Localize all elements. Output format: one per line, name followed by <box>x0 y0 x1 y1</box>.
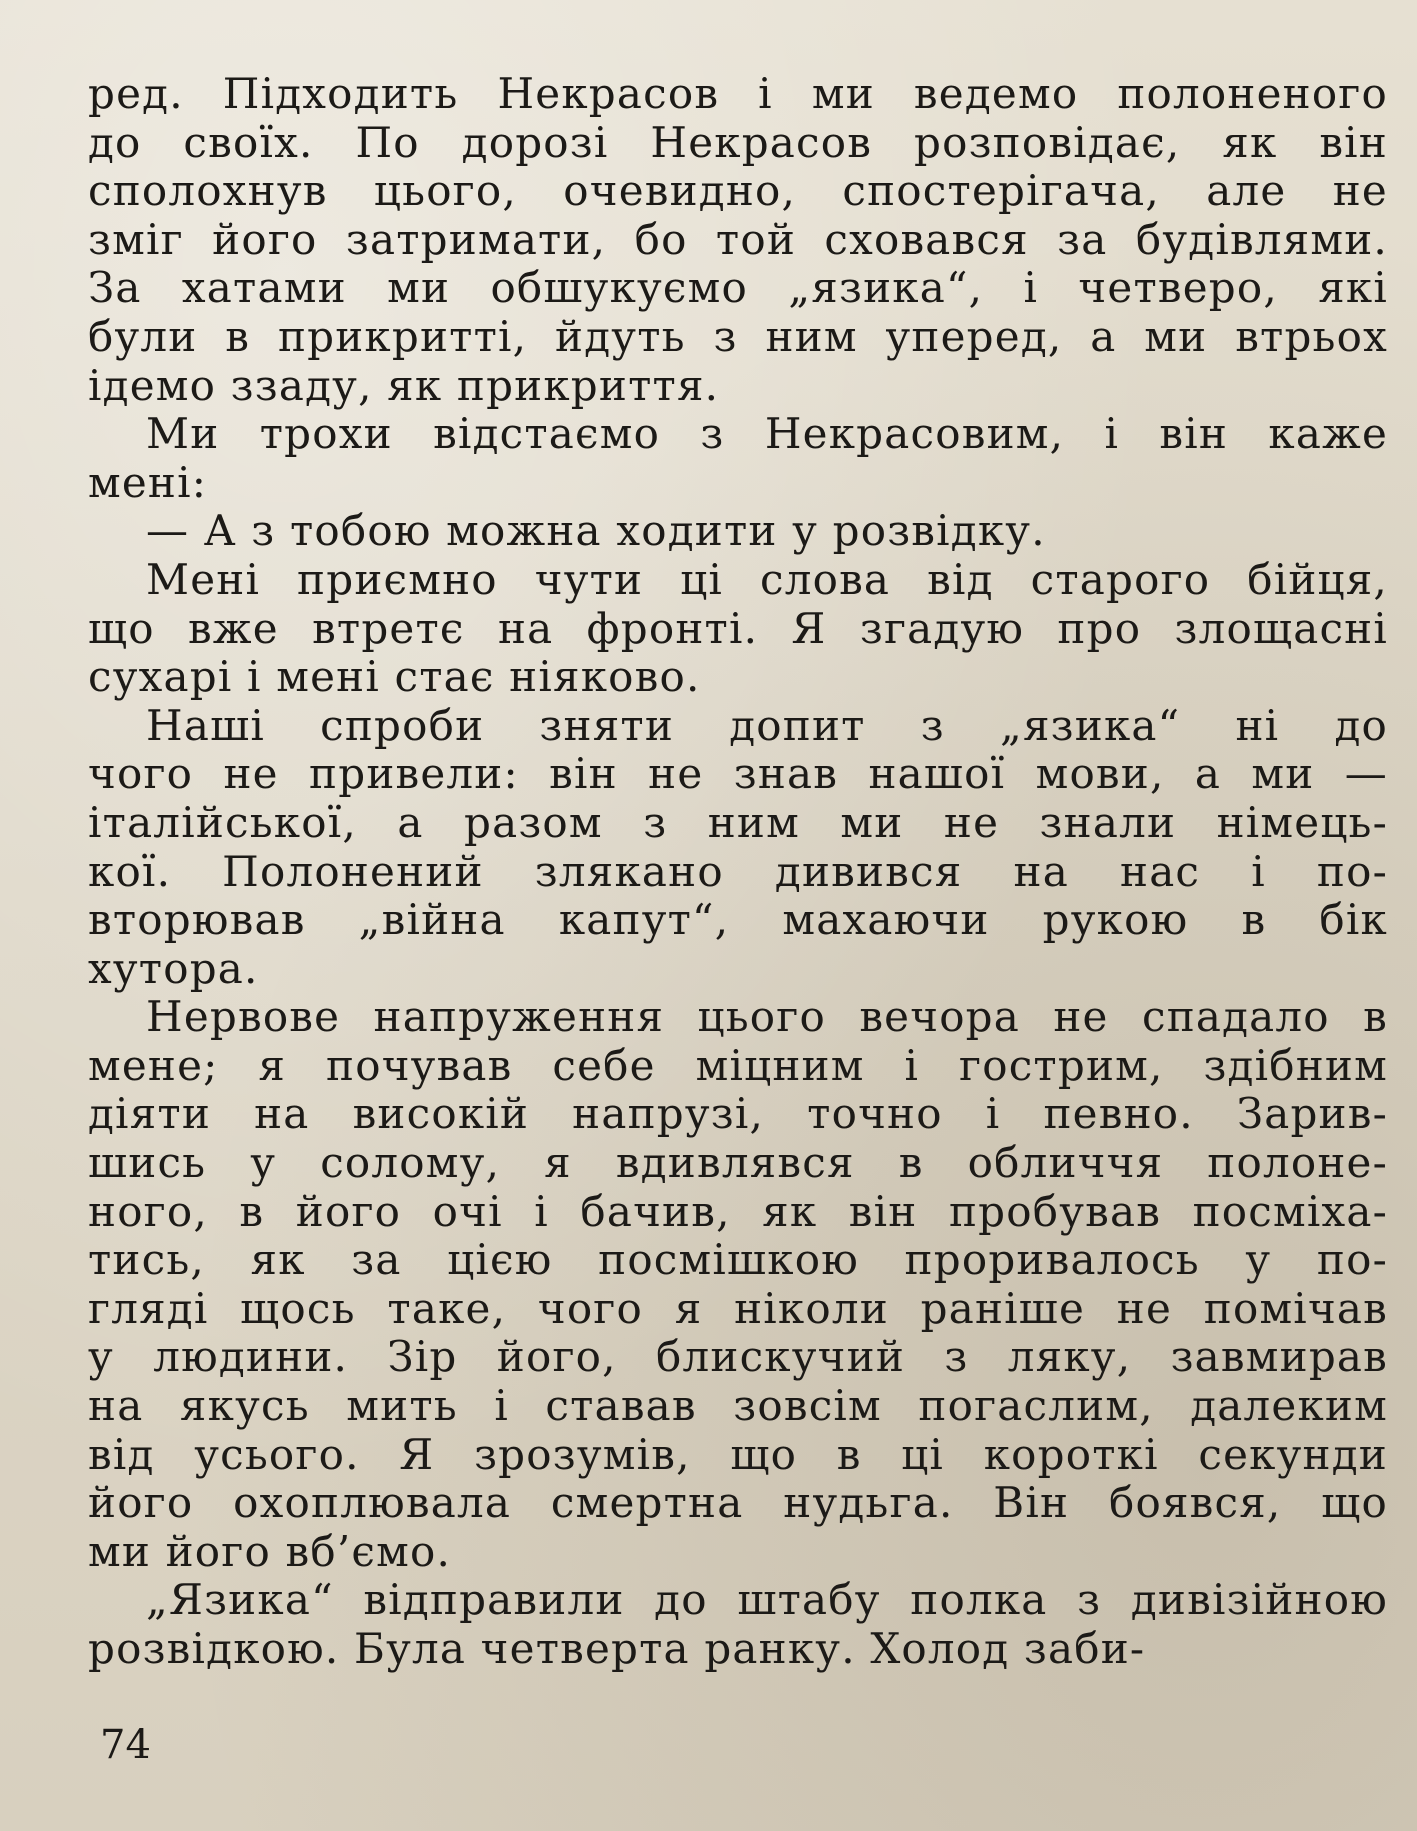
book-page <box>88 70 1388 1790</box>
paragraph <box>88 70 1388 410</box>
text-line: ред. Підходить Некрасов і ми ведемо полоненого <box>88 69 1388 118</box>
text-line: Мені приємно чути ці слова від старого бійця, <box>146 554 1388 604</box>
text-line: ного, в його очі і бачив, як він пробував посміха- <box>88 1186 1388 1236</box>
text-line: у людини. Зір його, блискучий з ляку, завмирав <box>88 1332 1388 1382</box>
text-line: мені: <box>88 457 208 507</box>
text-line: ідемо ззаду, як прикриття. <box>88 360 720 410</box>
text-line: від усього. Я зрозумів, що в ці короткі секунди <box>88 1429 1388 1479</box>
text-line: „Язика“ відправили до штабу полка з дивізійною <box>146 1575 1388 1625</box>
text-line: За хатами ми обшукуємо „язика“, і четверо, які <box>88 263 1388 313</box>
text-line: тись, як за цією посмішкою проривалось у по- <box>88 1235 1388 1285</box>
text-line: чого не привели: він не знав нашої мови, а ми — <box>88 749 1388 799</box>
text-line: діяти на високій напрузі, точно і певно. Зарив- <box>88 1089 1388 1139</box>
text-line: шись у солому, я вдивлявся в обличчя полоне- <box>88 1138 1388 1188</box>
text-line: Нервове напруження цього вечора не спадало в <box>146 992 1388 1042</box>
text-line: сполохнув цього, очевидно, спостерігача, але не <box>88 166 1388 216</box>
text-line: хутора. <box>88 943 259 993</box>
paragraph <box>88 1576 1388 1673</box>
text-line: зміг його затримати, бо той сховався за будівлями. <box>88 214 1388 264</box>
text-line: його охоплювала смертна нудьга. Він боявся, що <box>88 1478 1388 1528</box>
page-body-text <box>88 70 1388 1674</box>
text-line: були в прикритті, йдуть з ним уперед, а ми втрьох <box>88 311 1388 361</box>
paragraph <box>88 410 1388 507</box>
text-line: мене; я почував себе міцним і гострим, здібним <box>88 1040 1388 1090</box>
text-line: до своїх. По дорозі Некрасов розповідає, як він <box>88 117 1388 167</box>
text-line: — А з тобою можна ходити у розвідку. <box>146 506 1046 556</box>
paragraph <box>88 507 1388 556</box>
text-line: Ми трохи відстаємо з Некрасовим, і він каже <box>146 409 1388 459</box>
paragraph <box>88 556 1388 702</box>
text-line: Наші спроби зняти допит з „язика“ ні до <box>146 700 1388 750</box>
paragraph <box>88 993 1388 1576</box>
paragraph <box>88 702 1388 994</box>
text-line: італійської, а разом з ним ми не знали німець- <box>88 797 1388 847</box>
text-line: гляді щось таке, чого я ніколи раніше не помічав <box>88 1283 1388 1333</box>
text-line: що вже втретє на фронті. Я згадую про злощасні <box>88 603 1388 653</box>
text-line: вторював „війна капут“, махаючи рукою в бік <box>88 895 1388 945</box>
page-number: 74 <box>100 1722 151 1768</box>
text-line: ми його вб’ємо. <box>88 1526 452 1576</box>
text-line: на якусь мить і ставав зовсім погаслим, далеким <box>88 1381 1388 1431</box>
text-line: кої. Полонений злякано дивився на нас і по- <box>88 846 1388 896</box>
text-line: сухарі і мені стає ніяково. <box>88 652 701 702</box>
text-line: розвідкою. Була четверта ранку. Холод заби- <box>88 1624 1146 1673</box>
